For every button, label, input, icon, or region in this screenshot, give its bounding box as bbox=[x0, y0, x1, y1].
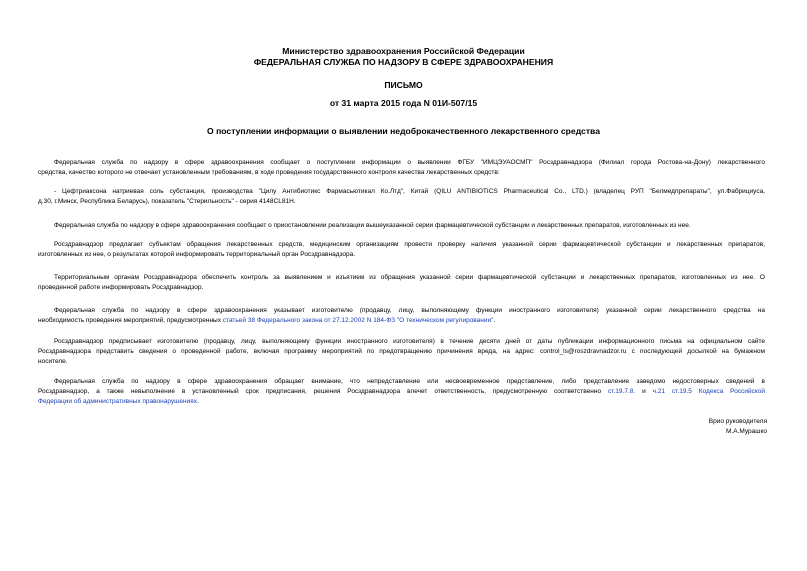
paragraph-line: носителе. bbox=[38, 357, 68, 365]
document-title: О поступлении информации о выявлении недоброкачественного лекарственного средства bbox=[207, 126, 600, 136]
paragraph-line: Федеральная служба по надзору в сфере здравоохранения обращает внимание, что непредставление или несвоевременное представление, либо представление заведомо недостоверных сведений в bbox=[54, 378, 765, 385]
paragraph-text: и bbox=[635, 387, 653, 395]
paragraph-line bbox=[38, 387, 765, 397]
code-article-link[interactable]: Федерации об административных правонарушениях bbox=[38, 397, 197, 405]
paragraph-line: Росздравнадзор предлагает субъектам обращения лекарственных средств, медицинским организациям провести проверку наличия указанной серии фармацевтической субстанции и лекарственных препаратов, bbox=[54, 241, 765, 248]
document-type: ПИСЬМО bbox=[384, 80, 423, 90]
paragraph-text: необходимость проведения мероприятий, предусмотренных bbox=[38, 316, 223, 324]
paragraph-line bbox=[38, 316, 765, 326]
ministry-name: Министерство здравоохранения Российской Федерации bbox=[282, 46, 525, 56]
paragraph-6 bbox=[38, 306, 765, 326]
paragraph-line: Росздравнадзор предписывает изготовителю (продавцу, лицу, выполняющему функции иностранного изготовителя) в течение десяти дней от даты публикации информационного письма на официальном сайте bbox=[54, 338, 765, 345]
paragraph-text: . bbox=[493, 316, 496, 324]
paragraph-line: проведенной работе информировать Росздравнадзор. bbox=[38, 283, 204, 291]
paragraph-4 bbox=[38, 240, 765, 260]
paragraph-line: Территориальным органам Росздравнадзора обеспечить контроль за выявлением и изъятием из обращения указанной серии фармацевтической субстанции и лекарственных препаратов, изготовленных из нее. О bbox=[54, 274, 765, 281]
paragraph-7 bbox=[38, 337, 765, 366]
paragraph-8 bbox=[38, 377, 765, 406]
code-article-link[interactable]: ч.21 ст.19.5 Кодекса Российской bbox=[652, 387, 765, 395]
paragraph-2 bbox=[38, 187, 765, 207]
paragraph-line: Федеральная служба по надзору в сфере здравоохранения сообщает о приостановлении реализации вышеуказанной серии фармацевтической субстанции и лекарственных препаратов, изготовленных из нее. bbox=[54, 222, 691, 229]
paragraph-line: д.30, г.Минск, Республика Беларусь), показатель "Стерильность" - серия 4148CL81H. bbox=[38, 197, 296, 205]
signature-position: Врио руководителя bbox=[708, 418, 767, 425]
service-name: ФЕДЕРАЛЬНАЯ СЛУЖБА ПО НАДЗОРУ В СФЕРЕ ЗДРАВООХРАНЕНИЯ bbox=[253, 57, 554, 67]
paragraph-line: изготовленных из нее, о результатах которой информировать территориальный орган Росздравнадзора. bbox=[38, 250, 356, 258]
paragraph-text: Росздравнадзор, а также невыполнение в установленный срок предписания, решения Росздравнадзора влечет ответственность, предусмотренную соответственно bbox=[38, 387, 608, 395]
document-date: от 31 марта 2015 года N 01И-507/15 bbox=[329, 98, 478, 108]
paragraph-line: Росздравнадзора представить сведения о проведенной работе, включая программу мероприятий по предотвращению причинения вреда, на адрес: control_ls@roszdravnadzor.ru с последующей досылкой на бумажном bbox=[38, 347, 765, 355]
code-article-link[interactable]: ст.19.7.8. bbox=[607, 387, 636, 395]
paragraph-text: . bbox=[196, 397, 199, 405]
paragraph-line: - Цефтриаксона натриевая соль субстанция, производства "Цилу Антибиотикс Фармасьютикал Ко.Лтд", Китай (QILU ANTIBIOTICS Pharmaceutical Co., LTD.) (владелец РУП "Белмедпрепараты", ул.Фабрициуса, bbox=[54, 188, 765, 195]
signature-name: М.А.Мурашко bbox=[725, 427, 767, 435]
paragraph-line: Федеральная служба по надзору в сфере здравоохранения указывает изготовителю (продавцу, лицу, выполняющему функции иностранного изготовителя) указанной серии лекарственного средства на bbox=[54, 307, 765, 314]
paragraph-1 bbox=[38, 158, 765, 178]
paragraph-5 bbox=[38, 273, 765, 293]
paragraph-line: средства, качество которого не отвечает установленным требованиям, в ходе проведения государственного контроля качества лекарственных средств: bbox=[38, 168, 500, 176]
paragraph-line: Федеральная служба по надзору в сфере здравоохранения сообщает о поступлении информации о выявлении ФГБУ "ИМЦЭУАОСМП" Росздравнадзора (Филиал города Ростова-на-Дону) лекарственного bbox=[54, 159, 765, 166]
signature-block bbox=[709, 417, 767, 437]
paragraph-line bbox=[38, 397, 765, 407]
law-article-link[interactable]: статьей 38 Федерального закона от 27.12.2002 N 184-ФЗ "О техническом регулировании" bbox=[222, 316, 494, 324]
paragraph-3 bbox=[38, 221, 765, 231]
